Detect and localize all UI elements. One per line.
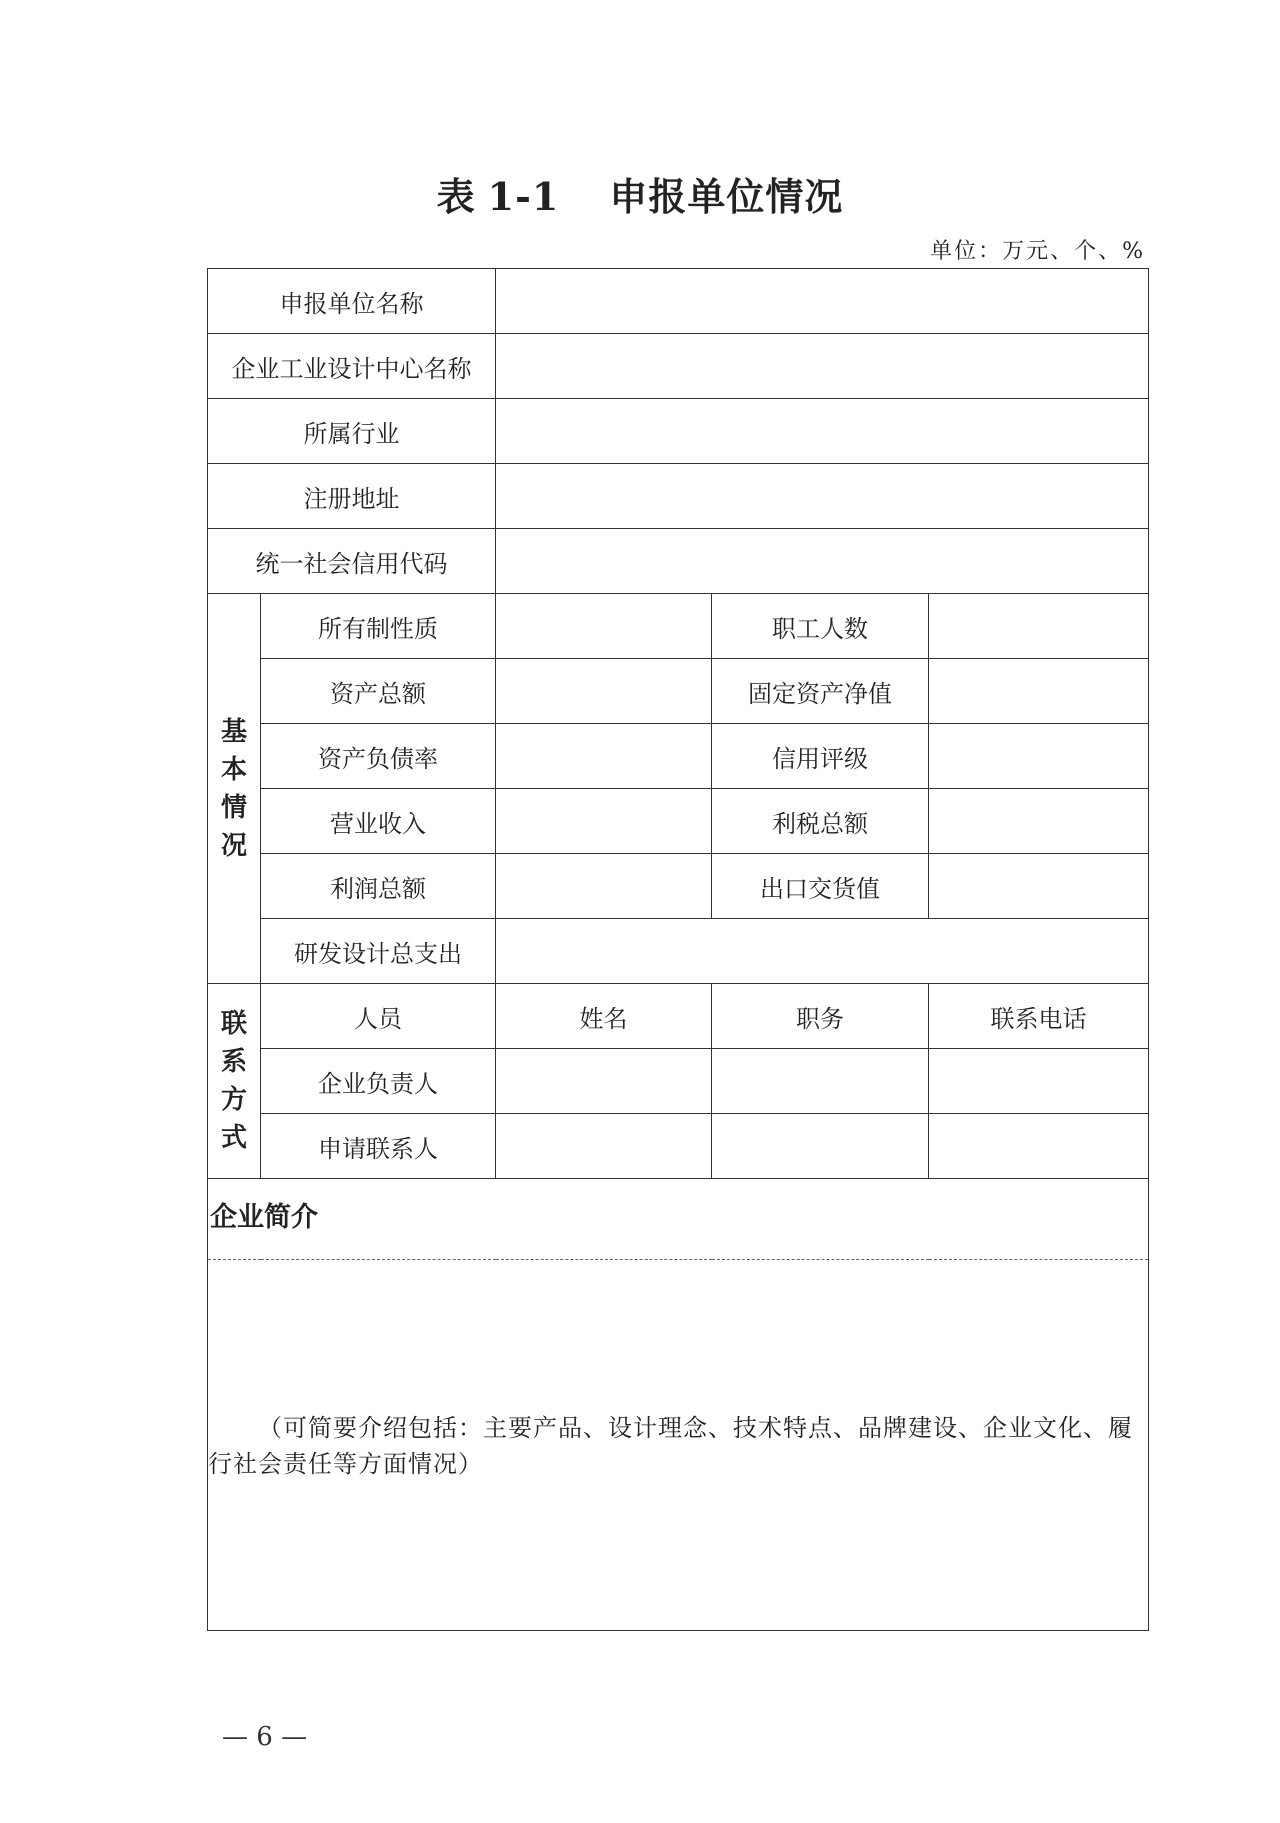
label-address: 注册地址 <box>208 464 496 529</box>
field-contact-position[interactable] <box>712 1114 929 1179</box>
intro-field[interactable] <box>208 1260 1149 1631</box>
field-industry[interactable] <box>496 399 1149 464</box>
table-row <box>208 399 1149 464</box>
field-leader-phone[interactable] <box>929 1049 1149 1114</box>
label-revenue: 营业收入 <box>261 789 496 854</box>
contact-header-person: 人员 <box>261 984 496 1049</box>
label-debt-ratio: 资产负债率 <box>261 724 496 789</box>
label-export-value: 出口交货值 <box>712 854 929 919</box>
group-char: 况 <box>220 830 247 861</box>
field-credit-code[interactable] <box>496 529 1149 594</box>
field-address[interactable] <box>496 464 1149 529</box>
label-total-assets: 资产总额 <box>261 659 496 724</box>
field-fixed-assets[interactable] <box>929 659 1149 724</box>
table-row <box>208 1260 1149 1631</box>
group-char: 方 <box>220 1085 247 1115</box>
table-row <box>208 789 1149 854</box>
field-contact-phone[interactable] <box>929 1114 1149 1179</box>
title-prefix: 表 <box>436 174 476 219</box>
label-profit-tax: 利税总额 <box>712 789 929 854</box>
field-applicant-name[interactable] <box>496 269 1149 334</box>
contact-row-label: 申请联系人 <box>261 1114 496 1179</box>
group-char: 情 <box>220 792 247 823</box>
group-char: 式 <box>220 1123 247 1153</box>
group-char: 系 <box>220 1047 247 1077</box>
field-total-profit[interactable] <box>496 854 712 919</box>
label-fixed-assets: 固定资产净值 <box>712 659 929 724</box>
field-export-value[interactable] <box>929 854 1149 919</box>
table-row <box>208 594 1149 659</box>
group-char: 联 <box>220 1009 247 1039</box>
table-row <box>208 984 1149 1049</box>
field-rd-spending[interactable] <box>496 919 1149 984</box>
unit-note: 单位：万元、个、% <box>930 239 1145 264</box>
contact-header-phone: 联系电话 <box>929 984 1149 1049</box>
field-total-assets[interactable] <box>496 659 712 724</box>
field-profit-tax[interactable] <box>929 789 1149 854</box>
table-row <box>208 1049 1149 1114</box>
contact-row-label: 企业负责人 <box>261 1049 496 1114</box>
field-revenue[interactable] <box>496 789 712 854</box>
table-row <box>208 334 1149 399</box>
title-text: 申报单位情况 <box>609 174 844 219</box>
field-employees[interactable] <box>929 594 1149 659</box>
contact-header-name: 姓名 <box>496 984 712 1049</box>
table-row <box>208 269 1149 334</box>
intro-note: （可简要介绍包括：主要产品、设计理念、技术特点、品牌建设、企业文化、履行社会责任等方面情况） <box>208 1414 1133 1478</box>
label-ownership: 所有制性质 <box>261 594 496 659</box>
field-center-name[interactable] <box>496 334 1149 399</box>
page-number: — 6 — <box>222 1722 308 1752</box>
table-row <box>208 464 1149 529</box>
intro-heading: 企业简介 <box>208 1179 1149 1260</box>
table-row <box>208 1179 1149 1260</box>
contact-group-label <box>208 984 261 1179</box>
label-credit-code: 统一社会信用代码 <box>208 529 496 594</box>
label-applicant-name: 申报单位名称 <box>208 269 496 334</box>
table-title <box>0 166 1280 221</box>
contact-header-position: 职务 <box>712 984 929 1049</box>
field-leader-name[interactable] <box>496 1049 712 1114</box>
table-row <box>208 724 1149 789</box>
field-credit-rating[interactable] <box>929 724 1149 789</box>
group-char: 基 <box>220 716 247 747</box>
field-contact-name[interactable] <box>496 1114 712 1179</box>
label-center-name: 企业工业设计中心名称 <box>208 334 496 399</box>
label-total-profit: 利润总额 <box>261 854 496 919</box>
label-employees: 职工人数 <box>712 594 929 659</box>
field-leader-position[interactable] <box>712 1049 929 1114</box>
group-char: 本 <box>220 754 247 785</box>
basic-info-group-label <box>208 594 261 984</box>
label-rd-spending: 研发设计总支出 <box>261 919 496 984</box>
field-ownership[interactable] <box>496 594 712 659</box>
table-row <box>208 529 1149 594</box>
label-industry: 所属行业 <box>208 399 496 464</box>
table-row <box>208 919 1149 984</box>
table-row <box>208 854 1149 919</box>
title-number: 1-1 <box>487 174 560 219</box>
field-debt-ratio[interactable] <box>496 724 712 789</box>
table-row <box>208 659 1149 724</box>
table-row <box>208 1114 1149 1179</box>
label-credit-rating: 信用评级 <box>712 724 929 789</box>
application-form-table <box>207 268 1149 1631</box>
